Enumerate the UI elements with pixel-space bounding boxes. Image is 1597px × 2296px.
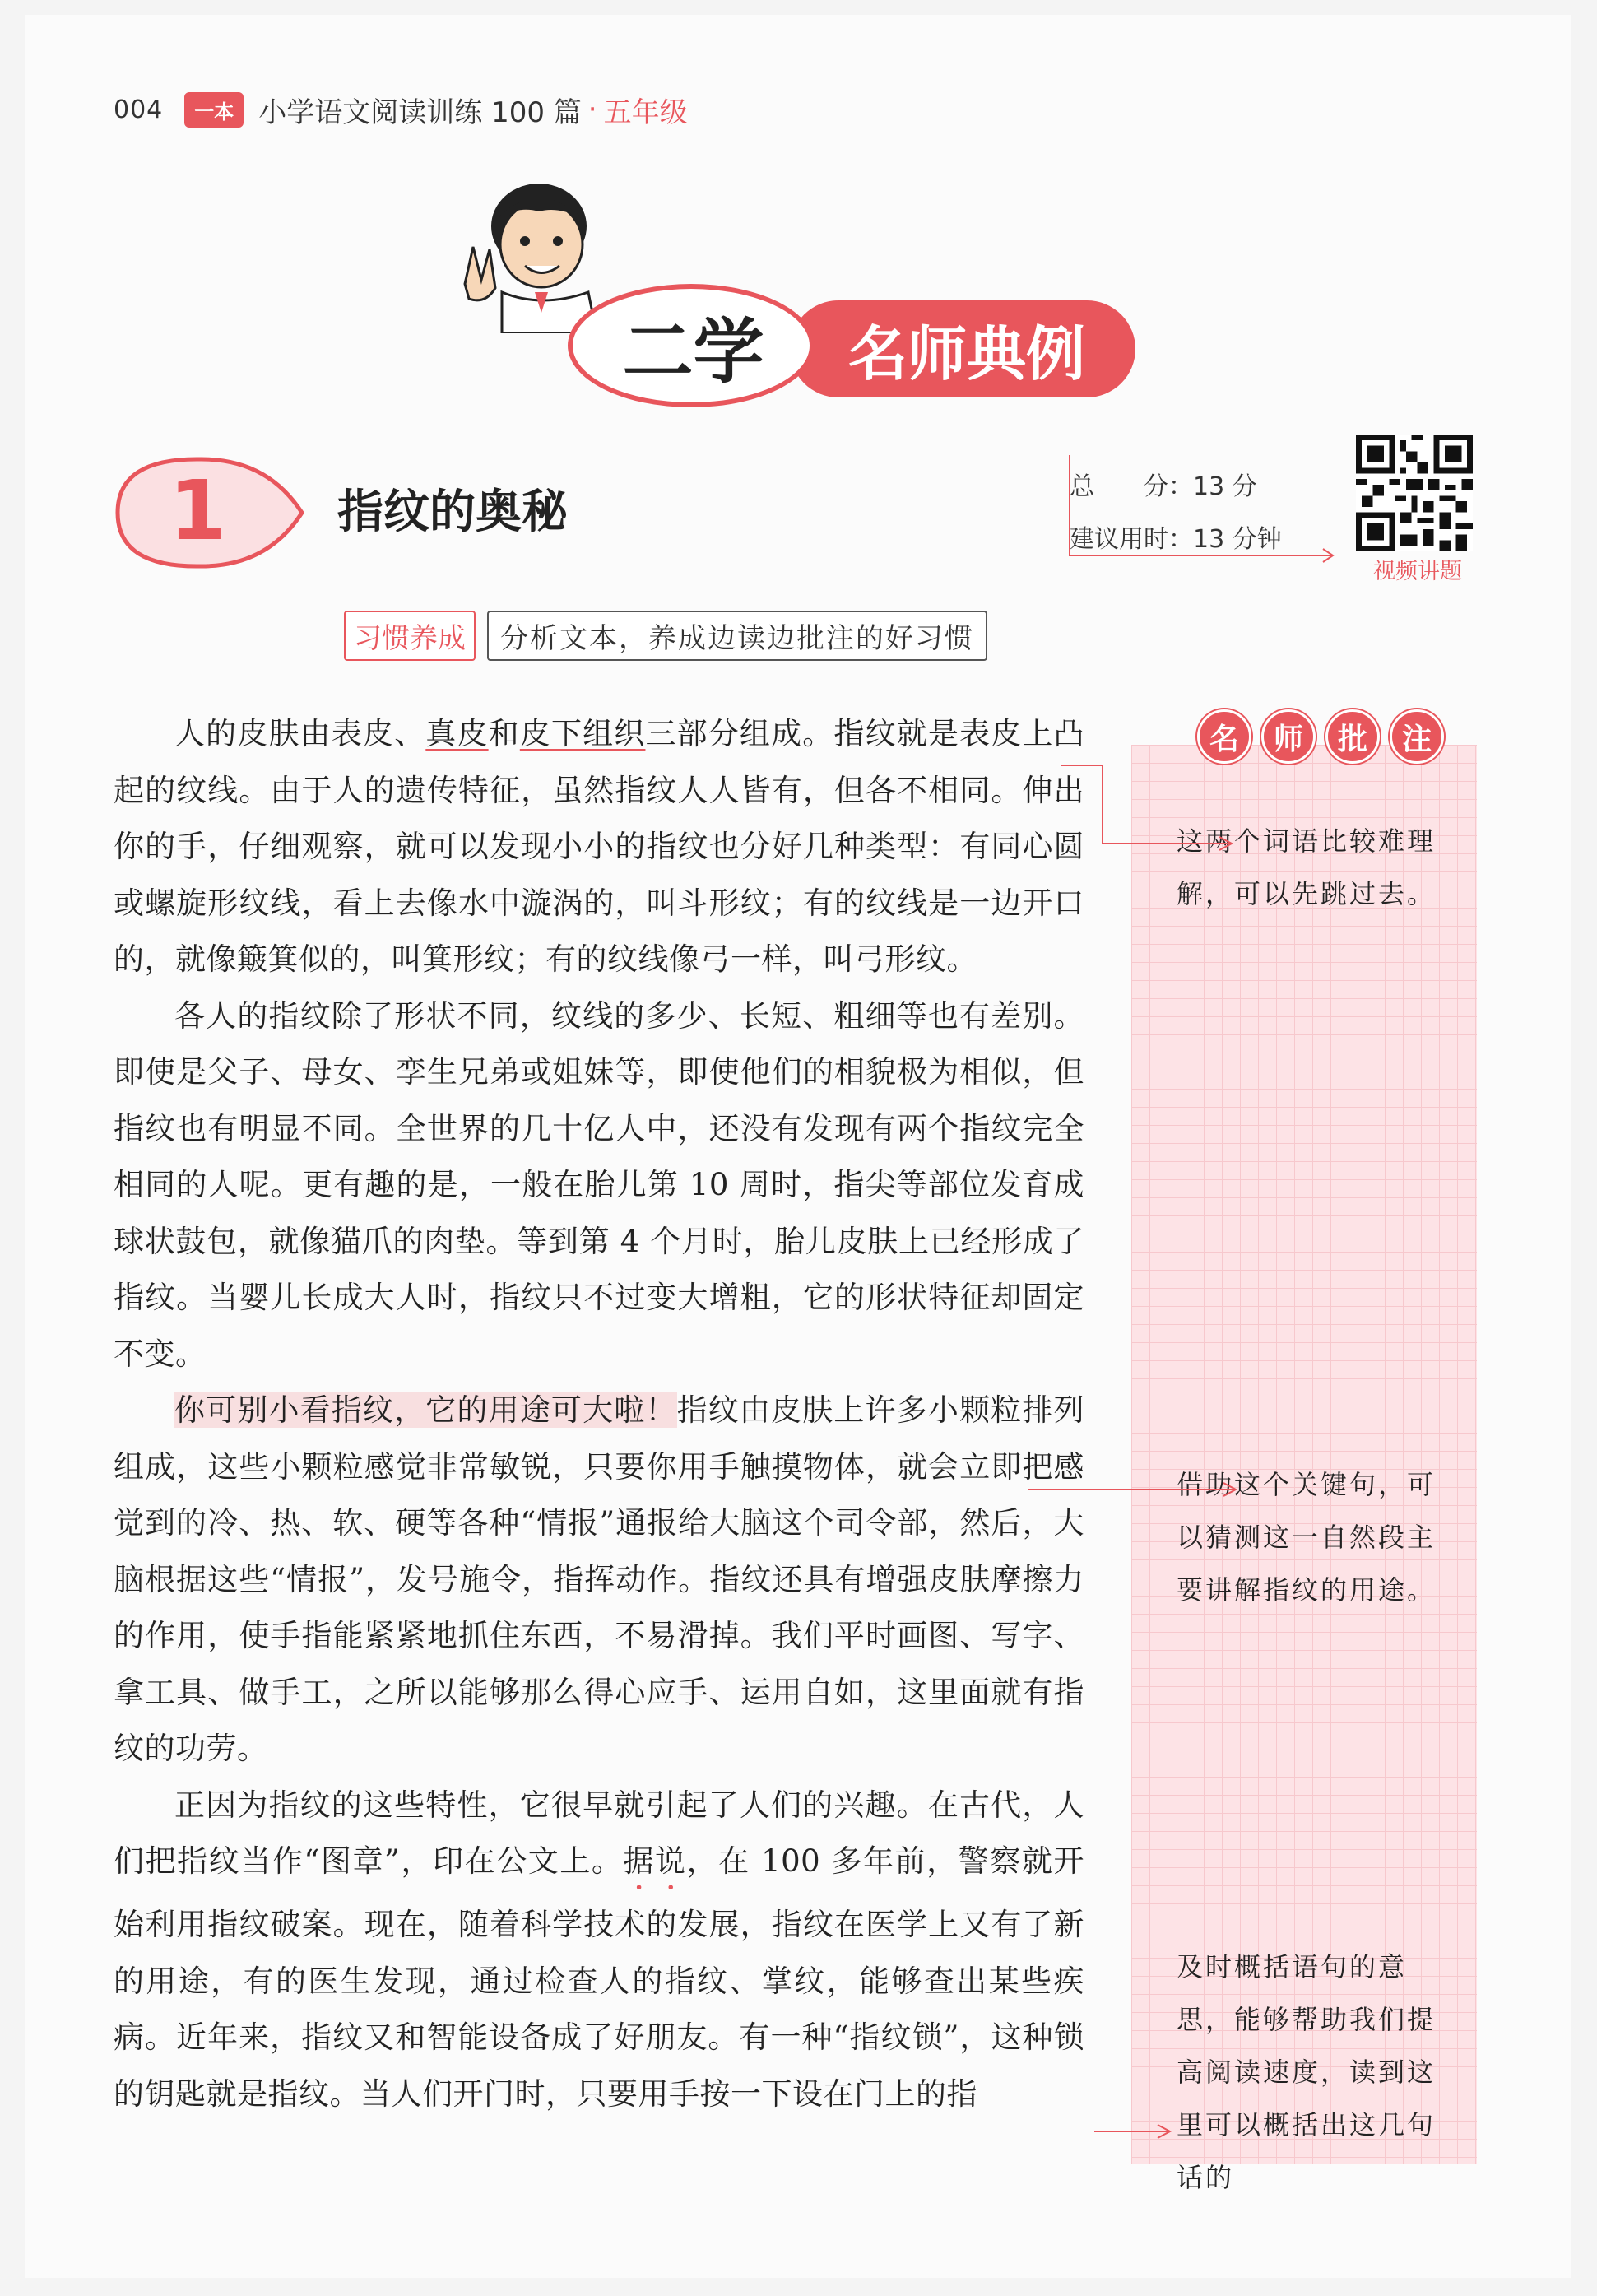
title-char: 名 [1197,709,1251,764]
score-label: 总 分： [1070,472,1193,501]
teacher-notes-title [1197,709,1454,764]
article-body [114,706,1084,2122]
video-explain-label[interactable]: 视频讲题 [1373,559,1462,584]
lesson-title: 指纹的奥秘 [337,486,568,539]
paragraph-4: 正因为指纹的这些特性，它很早就引起了人们的兴趣。在古代，人们把指纹当作“图章”，印在公文上。据说，在 100 多年前，警察就开始利用指纹破案。现在，随着科学技术的发展，指纹在医学上又有了新的用途，有的医生发现，通过检查人的指纹、掌纹，能够查出某些疾病。近年来，指纹又和智能设备成了好朋友。有一种“指纹锁”，这种锁的钥匙就是指纹。当人们开门时，只要用手按一下设在门上的指 [114,1787,1084,2112]
boy-mascot-icon [453,169,609,333]
annotation-2: 借助这个关键句，可以猜测这一自然段主要讲解指纹的用途。 [1177,1469,1437,1606]
lesson-number: 1 [169,462,226,559]
qr-code-icon[interactable] [1356,435,1473,551]
grade-label: 五年级 [603,95,688,129]
paragraph-3: 你可别小看指纹，它的用途可大啦！指纹由皮肤上许多小颗粒排列组成，这些小颗粒感觉非常敏锐，只要你用手触摸物体，就会立即把感觉到的冷、热、软、硬等各种“情报”通报给大脑这个司令部，然后，大脑根据这些“情报”，发号施令，指挥动作。指纹还具有增强皮肤摩擦力的作用，使手指能紧紧地抓住东西，不易滑掉。我们平时画图、写字、拿工具、做手工，之所以能够那么得心应手、运用自如，这里面就有指纹的功劳。 [114,1392,1085,1766]
habit-row [344,611,987,661]
banner-section-label: 二学 [622,311,764,393]
annotation-1: 这两个词语比较难理解，可以先跳过去。 [1177,825,1437,909]
key-sentence: 你可别小看指纹，它的用途可大啦！ [174,1392,677,1428]
paragraph-2: 各人的指纹除了形状不同，纹线的多少、长短、粗细等也有差别。即使是父子、母女、孪生兄弟或姐妹等，即使他们的相貌极为相似，但指纹也有明显不同。全世界的几十亿人中，还没有发现有两个指纹完全相同的人呢。更有趣的是，一般在胎儿第 10 周时，指尖等部位发育成球状鼓包，就像猫爪的肉垫。等到第 4 个月时，胎儿皮肤上已经形成了指纹。当婴儿长成大人时，指纹只不过变大增粗，它的形状特征却固定不变。 [114,997,1084,1372]
page-header [114,89,688,130]
title-char: 师 [1261,709,1316,764]
paragraph-1: 人的皮肤由表皮、真皮和皮下组织三部分组成。指纹就是表皮上凸起的纹线。由于人的遗传特征，虽然指纹人人皆有，但各不相同。伸出你的手，仔细观察，就可以发现小小的指纹也分好几种类型：有同心圆或螺旋形纹线，看上去像水中漩涡的，叫斗形纹；有的纹线是一边开口的，就像簸箕似的，叫箕形纹；有的纹线像弓一样，叫弓形纹。 [114,716,1085,977]
page-number: 004 [114,95,164,124]
lesson-meta [1070,461,1341,566]
book-title: 小学语文阅读训练 100 篇 [258,95,582,129]
dotted-word: 据说 [623,1843,687,1879]
habit-text: 分析文本，养成边读边批注的好习惯 [487,611,987,661]
marked-word: 真皮 [425,716,489,751]
marked-word: 皮下组织 [519,716,646,751]
brand-badge: 一本 [184,92,244,128]
title-char: 注 [1390,709,1444,764]
score-value: 13 分 [1193,472,1257,501]
header-dot: · [587,93,597,126]
annotation-3: 及时概括语句的意思，能够帮助我们提高阅读速度，读到这里可以概括出这几句话的 [1177,1951,1437,2193]
time-label: 建议用时： [1070,525,1193,554]
habit-tag: 习惯养成 [344,611,476,661]
time-value: 13 分钟 [1193,525,1282,554]
banner-section-title: 名师典例 [847,319,1085,388]
title-char: 批 [1325,709,1380,764]
